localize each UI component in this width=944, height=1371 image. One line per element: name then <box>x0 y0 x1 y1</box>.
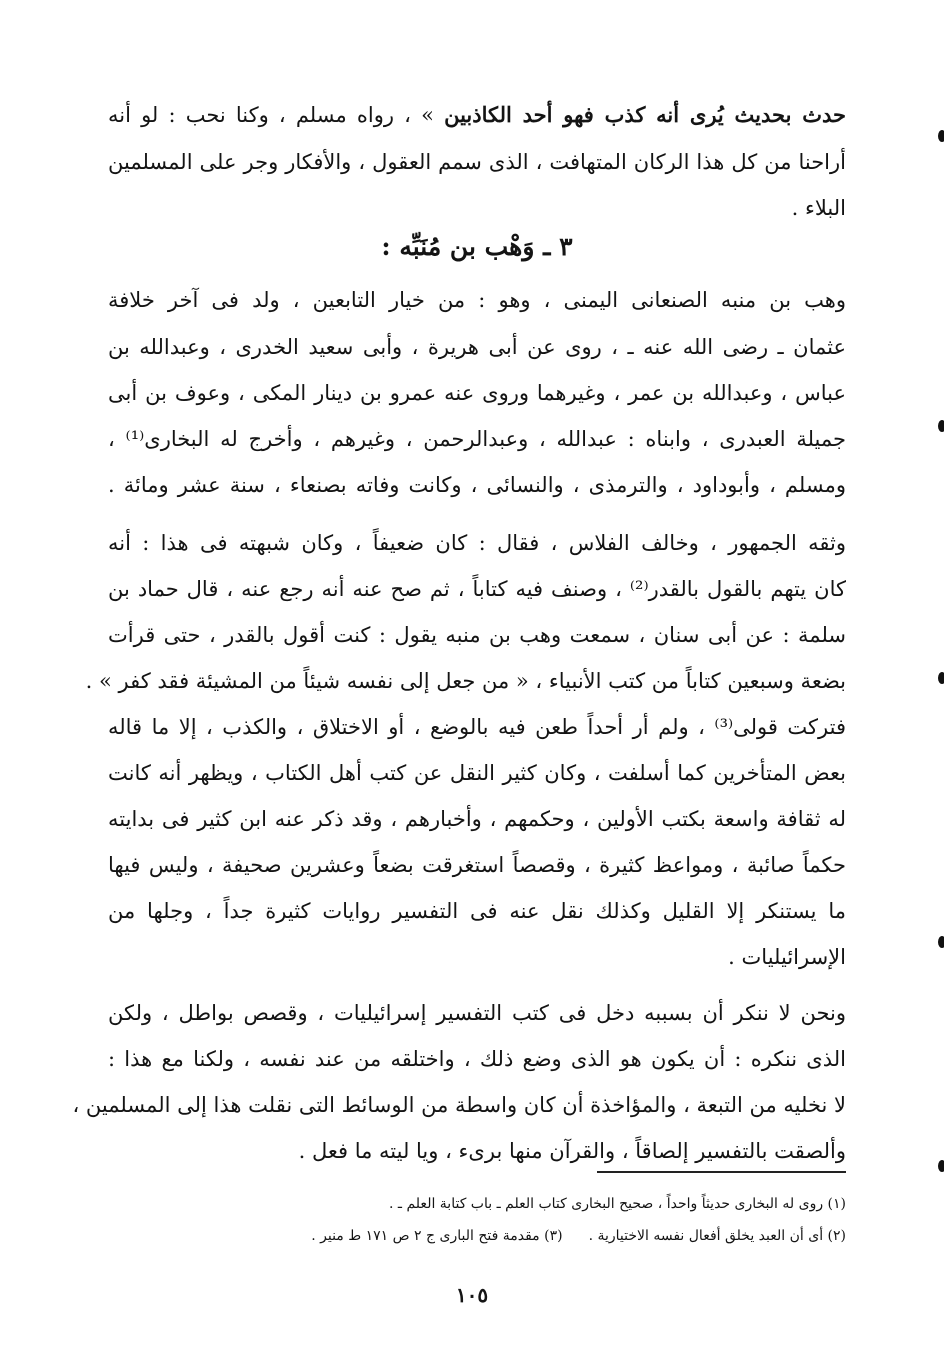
text-line: بضعة وسبعين كتاباً من كتب الأنبياء ، « من جعل إلى نفسه شيئاً من المشيئة فقد كفر » . <box>85 669 846 693</box>
binding-mark <box>938 672 944 684</box>
text-line: كان يتهم بالقول بالقدر⁽²⁾ ، وصنف فيه كتاباً ، ثم صح عنه أنه رجع عنه ، قال حماد بن <box>108 577 847 601</box>
footnote-3: (٣) مقدمة فتح البارى ج ٢ ص ١٧١ ط منير . <box>311 1228 563 1244</box>
text-line: جميلة العبدرى ، وابناه : عبدالله ، وعبدالرحمن ، وغيرهم ، وأخرج له البخارى⁽¹⁾ ، <box>108 427 846 451</box>
text-line: حكماً صائبة ، ومواعظ كثيرة ، وقصصاً استغرقت بضعاً وعشرين صحيفة ، وليس فيها <box>108 853 846 877</box>
text-line: ما يستنكر إلا القليل وكذلك نقل عنه فى التفسير روايات كثيرة جداً ، وجلها من <box>108 899 846 923</box>
footnote-row <box>108 1226 846 1246</box>
footnote-1: (١) روى له البخارى حديثاً واحداً ، صحيح البخارى كتاب العلم ـ باب كتابة العلم ـ . <box>389 1196 846 1212</box>
binding-mark <box>938 936 944 948</box>
section-heading: ٣ ـ وَهْب بن مُنَبِّه : <box>381 232 573 261</box>
text-line: وهب بن منبه الصنعانى اليمنى ، وهو : من خيار التابعين ، ولد فى آخر خلافة <box>108 288 846 312</box>
text-line: وثقه الجمهور ، وخالف الفلاس ، فقال : كان ضعيفاً ، وكان شبهته فى هذا : أنه <box>108 531 846 555</box>
text-line: أراحنا من كل هذا الركان المتهافت ، الذى سمم العقول ، والأفكار وجر على المسلمين <box>108 150 846 174</box>
text-line: سلمة : عن أبى سنان ، سمعت وهب بن منبه يقول : كنت أقول بالقدر ، حتى قرأت <box>108 623 846 647</box>
text-line: فتركت قولى⁽³⁾ ، ولم أر أحداً طعن فيه بالوضع ، أو الاختلاق ، والكذب ، إلا ما قاله <box>108 715 847 739</box>
footnote-2: (٢) أى أن العبد يخلق أفعال نفسه الاختيارية . <box>588 1228 846 1244</box>
text-line: البلاء . <box>791 196 846 220</box>
page-number: ١٠٥ <box>455 1283 489 1307</box>
text-line: ومسلم ، وأبوداود ، والترمذى ، والنسائى ، وكانت وفاته بصنعاء ، سنة عشر ومائة . <box>108 473 846 497</box>
binding-mark <box>938 130 944 142</box>
text-line: عثمان ـ رضى الله عنه ـ ، روى عن أبى هريرة ، وأبى سعيد الخدرى ، وعبدالله بن <box>108 335 846 359</box>
footnote-separator <box>597 1171 846 1173</box>
hadith-quote: حدث بحديث يُرى أنه كذب فهو أحد الكاذبين <box>444 102 847 127</box>
binding-mark <box>938 420 944 432</box>
text-fragment: » ، رواه مسلم ، وكنا نحب : لو أنه <box>108 103 445 127</box>
text-line: بعض المتأخرين كما أسلفت ، وكان كثير النقل عن كتب أهل الكتاب ، ويظهر أنه كانت <box>108 761 846 785</box>
binding-mark <box>938 1160 944 1172</box>
text-line: عباس ، وعبدالله بن عمر ، وغيرهما وروى عنه عمرو بن دينار المكى ، وعوف بن أبى <box>108 381 846 405</box>
text-line <box>108 100 846 130</box>
text-line: الإسرائيليات . <box>728 945 846 969</box>
text-line: ونحن لا ننكر أن بسببه دخل فى كتب التفسير إسرائيليات ، وقصص بواطل ، ولكن <box>108 1001 846 1025</box>
text-line: الذى ننكره : أن يكون هو الذى وضع ذلك ، واختلقه من عند نفسه ، ولكنا مع هذا : <box>108 1047 846 1071</box>
text-line: وألصقت بالتفسير إلصاقاً ، والقرآن منها برىء ، ويا ليته ما فعل . <box>298 1139 846 1163</box>
text-line: لا نخليه من التبعة ، والمؤاخذة أن كان واسطة من الوسائط التى نقلت هذا إلى المسلمين ، <box>72 1093 846 1117</box>
text-line: له ثقافة واسعة بكتب الأولين ، وحكمهم ، وأخبارهم ، وقد ذكر عنه ابن كثير فى بدايته <box>108 807 846 831</box>
